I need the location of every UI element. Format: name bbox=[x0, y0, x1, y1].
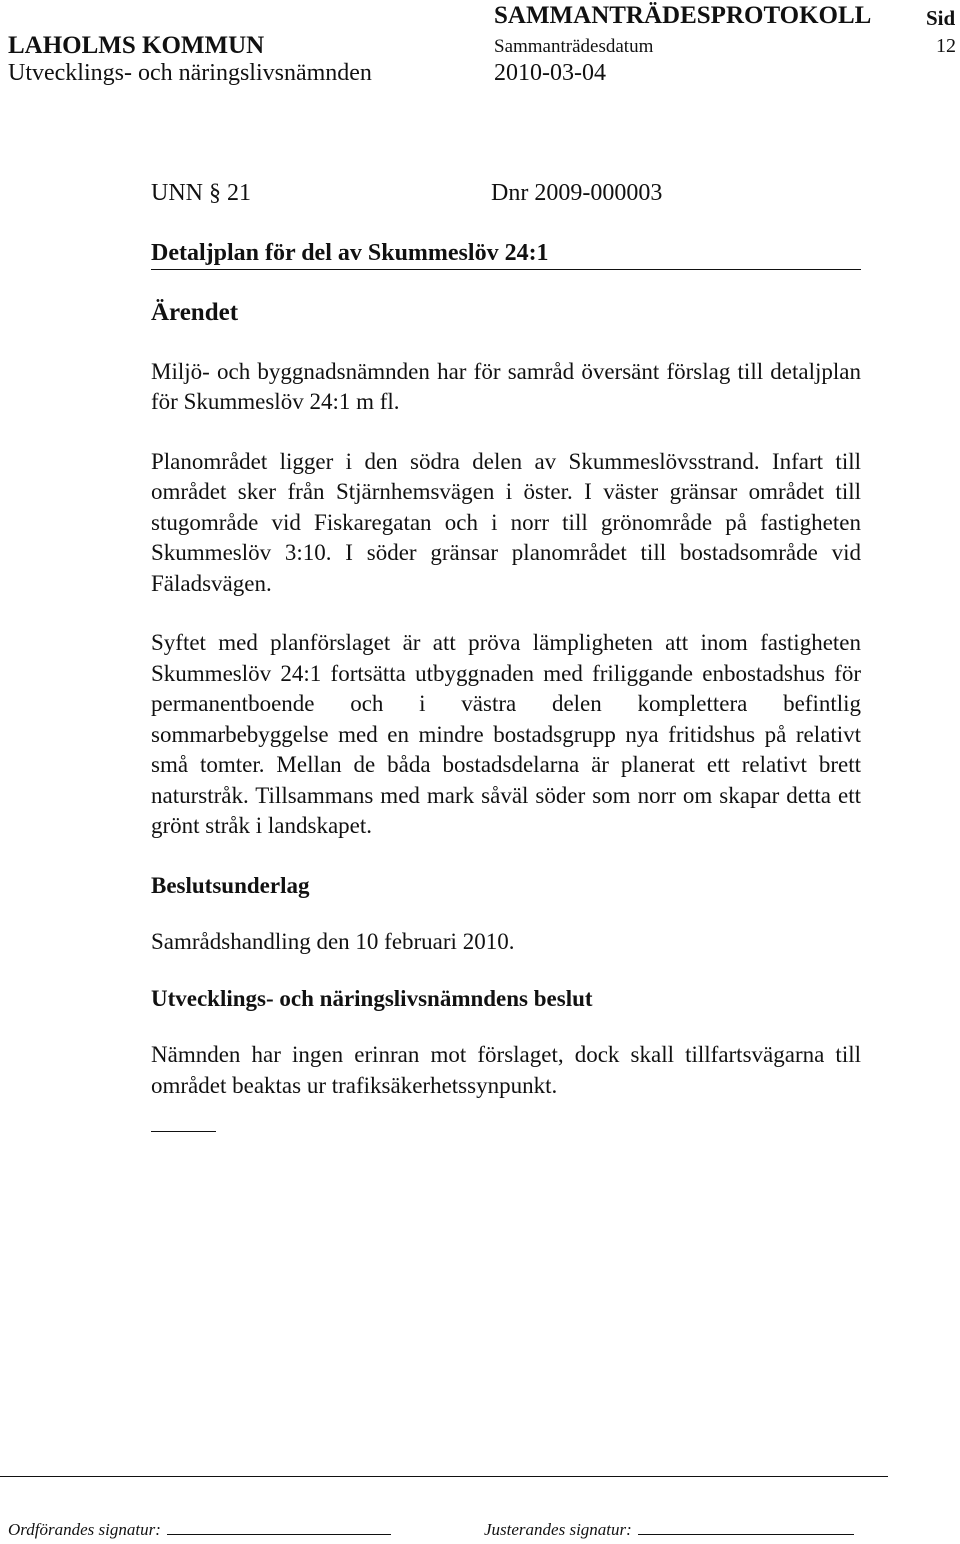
end-of-section-rule bbox=[151, 1131, 216, 1132]
beslutsunderlag-heading: Beslutsunderlag bbox=[151, 872, 310, 898]
page-number: 12 bbox=[936, 35, 956, 57]
registration-number: Dnr 2009-000003 bbox=[491, 180, 663, 206]
organization-name: LAHOLMS KOMMUN bbox=[8, 32, 265, 59]
meeting-date: 2010-03-04 bbox=[494, 60, 606, 86]
meeting-date-label: Sammanträdesdatum bbox=[494, 36, 654, 57]
beslut-heading: Utvecklings- och näringslivsnämndens beslut bbox=[151, 985, 593, 1011]
arendet-paragraph-3: Syftet med planförslaget är att pröva lämpligheten att inom fastigheten Skummeslöv 24:1 fortsätta utbyggnaden med friliggande enbostadshus för permanentboende och i västra delen komplettera befintlig sommarbebyggelse med en mindre bostadsgrupp nya fritidshus på relativt små tomter. Mellan de båda bostadsdelarna är planerat ett relativt brett naturstråk. Tillsammans med mark såväl söder som norr om skapar detta ett grönt stråk i landskapet. bbox=[151, 630, 861, 838]
committee-name: Utvecklings- och näringslivsnämnden bbox=[8, 60, 372, 86]
beslut-text: Nämnden har ingen erinran mot förslaget, dock skall tillfartsvägarna till området beaktas ur trafiksäkerhetssynpunkt. bbox=[151, 1042, 861, 1098]
document-type: SAMMANTRÄDESPROTOKOLL bbox=[494, 2, 872, 29]
adjuster-signature-label: Justerandes signatur: bbox=[484, 1520, 632, 1539]
arendet-paragraph-2: Planområdet ligger i den södra delen av Skummeslövsstrand. Infart till området sker från Stjärnhemsvägen i öster. I väster gränsar området till stugområde vid Fiskaregatan och i norr till grönområde på fastigheten Skummeslöv 3:10. I söder gränsar planområdet till bostadsområde vid Fäladsvägen. bbox=[151, 448, 861, 596]
case-title: Detaljplan för del av Skummeslöv 24:1 bbox=[151, 240, 861, 270]
adjuster-signature bbox=[484, 1520, 854, 1540]
adjuster-signature-line bbox=[638, 1520, 854, 1535]
arendet-heading: Ärendet bbox=[151, 299, 239, 326]
beslutsunderlag-text: Samrådshandling den 10 februari 2010. bbox=[151, 929, 515, 954]
document-body bbox=[151, 298, 861, 1132]
arendet-paragraph-1: Miljö- och byggnadsnämnden har för samråd översänt förslag till detaljplan för Skummeslöv 24:1 m fl. bbox=[151, 358, 861, 414]
chair-signature-label: Ordförandes signatur: bbox=[8, 1520, 161, 1539]
paragraph-number: UNN § 21 bbox=[151, 180, 251, 206]
footer-divider bbox=[0, 1476, 888, 1477]
case-title-block bbox=[151, 240, 861, 270]
chair-signature-line bbox=[167, 1520, 391, 1535]
sid-label: Sid bbox=[926, 6, 956, 30]
chair-signature bbox=[8, 1520, 391, 1540]
